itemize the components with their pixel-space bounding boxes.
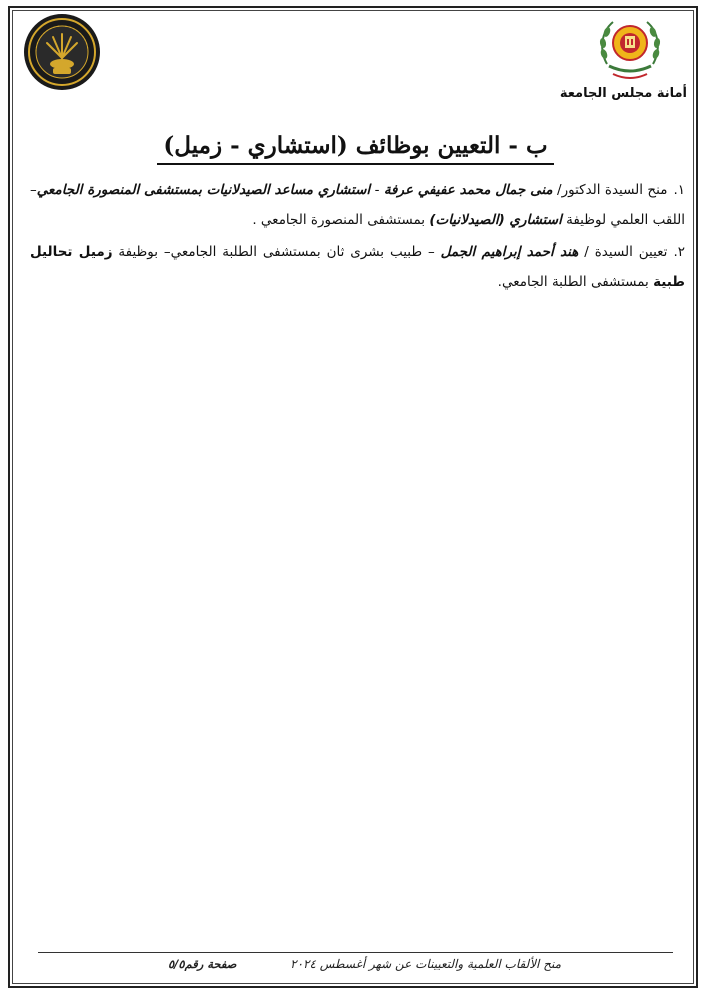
footer-divider xyxy=(38,952,673,953)
footer-caption: منح الألقاب العلمية والتعيينات عن شهر أغسطس ٢٠٢٤ xyxy=(290,957,561,971)
page-number: صفحة رقم٥/٥ xyxy=(168,957,237,971)
item-text: منح السيدة الدكتور/ xyxy=(552,182,668,198)
mansoura-university-crest-icon xyxy=(595,10,665,86)
new-position: زميل تحاليل طبية xyxy=(30,244,685,290)
list-item xyxy=(30,175,685,235)
appointments-list xyxy=(30,175,685,299)
new-title: استشاري (الصيدلانيات) xyxy=(429,212,562,228)
current-position: استشاري مساعد الصيدلانيات بمستشفى المنصورة الجامعي xyxy=(36,182,371,198)
mansoura-50-anniversary-seal-icon xyxy=(22,12,102,92)
item-text: تعيين السيدة / xyxy=(578,244,668,260)
section-title-text: ب - التعيين بوظائف (استشاري - زميل) xyxy=(157,132,553,165)
section-title xyxy=(0,132,711,165)
item-text: – اللقب العلمي لوظيفة xyxy=(30,182,685,228)
item-text: بمستشفى الطلبة الجامعي. xyxy=(497,274,654,290)
item-number: ٢. xyxy=(673,244,686,260)
item-text: بمستشفى المنصورة الجامعي . xyxy=(252,212,430,228)
university-council-secretariat-label: أمانة مجلس الجامعة xyxy=(559,86,687,101)
item-text: – طبيب بشرى ثان بمستشفى الطلبة الجامعي– بوظيفة xyxy=(112,244,441,260)
person-name: هند أحمد إبراهيم الجمل xyxy=(440,244,579,260)
list-item xyxy=(30,237,685,297)
item-number: ١. xyxy=(673,182,685,198)
item-text: - xyxy=(370,182,384,198)
person-name: منى جمال محمد عفيفي عرفة xyxy=(383,182,553,198)
